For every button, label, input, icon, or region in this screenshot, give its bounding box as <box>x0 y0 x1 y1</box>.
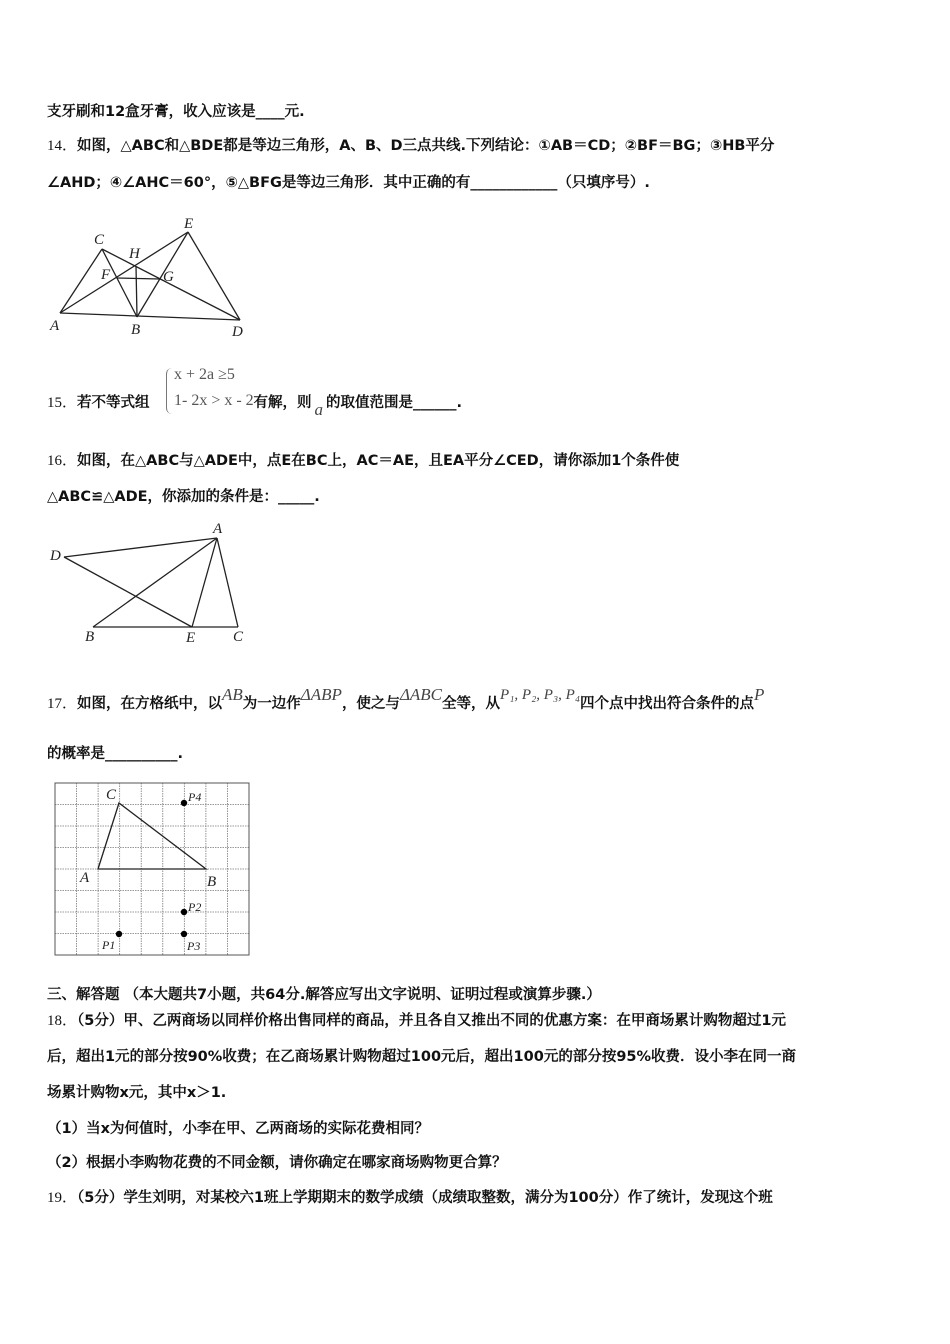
q14-label-e: E <box>184 216 194 232</box>
q18-sub1: （1）当x为何值时，小李在甲、乙两商场的实际花费相同？ <box>47 1121 429 1137</box>
q14-label-a: A <box>50 318 60 334</box>
q18-line1: 18．（5分）甲、乙两商场以同样价格出售同样的商品，并且各自又推出不同的优惠方案：在甲商场累计购物超过1元 <box>47 1013 786 1029</box>
q17-math-abc: ΔABC <box>399 685 443 704</box>
point-p2 <box>181 909 187 915</box>
q14-text: 如图，△ABC和△BDE都是等边三角形，A、B、D三点共线.下列结论：①AB＝CD；②BF＝BG；③HB平分 <box>77 138 775 154</box>
q17-math-p: P <box>754 685 765 704</box>
q16-label-b: B <box>85 629 95 645</box>
q15-pre: 若不等式组 <box>77 395 150 411</box>
q17-label-a: A <box>80 870 90 886</box>
q14-label-h: H <box>129 246 140 262</box>
q17-label-p4: P4 <box>188 790 202 804</box>
q14-label-d: D <box>232 324 243 340</box>
q14-figure <box>0 200 270 340</box>
q17-math-abp: ΔABP <box>300 685 342 704</box>
q16-label-c: C <box>233 629 244 645</box>
q14-line2: ∠AHD；④∠AHC＝60°，⑤△BFG是等边三角形．其中正确的有____________（只填序号）. <box>47 175 650 191</box>
q17-label-p3: P3 <box>187 939 201 953</box>
q18-number: 18． <box>47 1013 78 1029</box>
q19-number: 19． <box>47 1190 78 1206</box>
q18-sub2: （2）根据小李购物花费的不同金额，请你确定在哪家商场购物更合算？ <box>47 1155 507 1171</box>
q16-text: 如图，在△ABC与△ADE中，点E在BC上，AC＝AE，且EA平分∠CED，请你添加1个条件使 <box>77 453 680 469</box>
q15-post: 的取值范围是______. <box>326 395 463 411</box>
q19-line1: 19．（5分）学生刘明，对某校六1班上学期期末的数学成绩（成绩取整数，满分为100分）作了统计，发现这个班 <box>47 1190 773 1206</box>
q15-line <box>47 392 463 419</box>
q17-label-c: C <box>106 787 117 803</box>
q14-label-g: G <box>163 269 174 285</box>
q14-label-b: B <box>131 322 141 338</box>
q16-figure <box>0 515 270 650</box>
q13-tail: 支牙刷和12盒牙膏，收入应该是____元. <box>47 104 305 120</box>
point-p4 <box>181 800 187 806</box>
q17-math-points: P₁, P₂, P₃, P₄ <box>500 687 581 703</box>
q17-number: 17． <box>47 696 78 712</box>
q17-label-b: B <box>207 874 217 890</box>
q16-line1 <box>47 451 679 471</box>
q14-label-c: C <box>94 232 105 248</box>
point-p1 <box>116 931 122 937</box>
q17-line1: 17．如图，在方格纸中，以AB为一边作ΔABP，使之与ΔABC全等，从P₁, P₂, P₃, P₄四个点中找出符合条件的点P <box>47 685 765 712</box>
q15-number: 15． <box>47 395 78 411</box>
q16-number: 16． <box>47 453 78 469</box>
point-p3 <box>181 931 187 937</box>
q15-var: a <box>314 400 324 419</box>
q16-line2: △ABC≌△ADE，你添加的条件是：_____. <box>47 489 320 505</box>
q15-ineq2: 1- 2x > x - 2 <box>174 392 254 409</box>
section-3-heading: 三、解答题 （本大题共7小题，共64分.解答应写出文字说明、证明过程或演算步骤.） <box>47 987 601 1003</box>
q15-mid: 有解，则 <box>253 395 312 411</box>
q14-label-f: F <box>101 267 111 283</box>
q17-label-p2: P2 <box>188 900 202 914</box>
q14-number: 14． <box>47 138 78 154</box>
q17-label-p1: P1 <box>102 938 116 952</box>
q16-label-d: D <box>50 548 61 564</box>
q17-math-ab: AB <box>222 685 243 704</box>
q16-label-a: A <box>213 521 223 537</box>
q18-line2: 后，超出1元的部分按90%收费；在乙商场累计购物超过100元后，超出100元的部分按95%收费．设小李在同一商 <box>47 1049 797 1065</box>
q18-line3: 场累计购物x元，其中x＞1. <box>47 1085 227 1101</box>
q17-line2: 的概率是__________. <box>47 746 184 762</box>
q17-grid-figure <box>0 770 270 970</box>
q15-ineq1: x + 2a ≥5 <box>174 366 235 383</box>
q14-line1 <box>47 136 774 156</box>
q16-label-e: E <box>186 630 196 646</box>
